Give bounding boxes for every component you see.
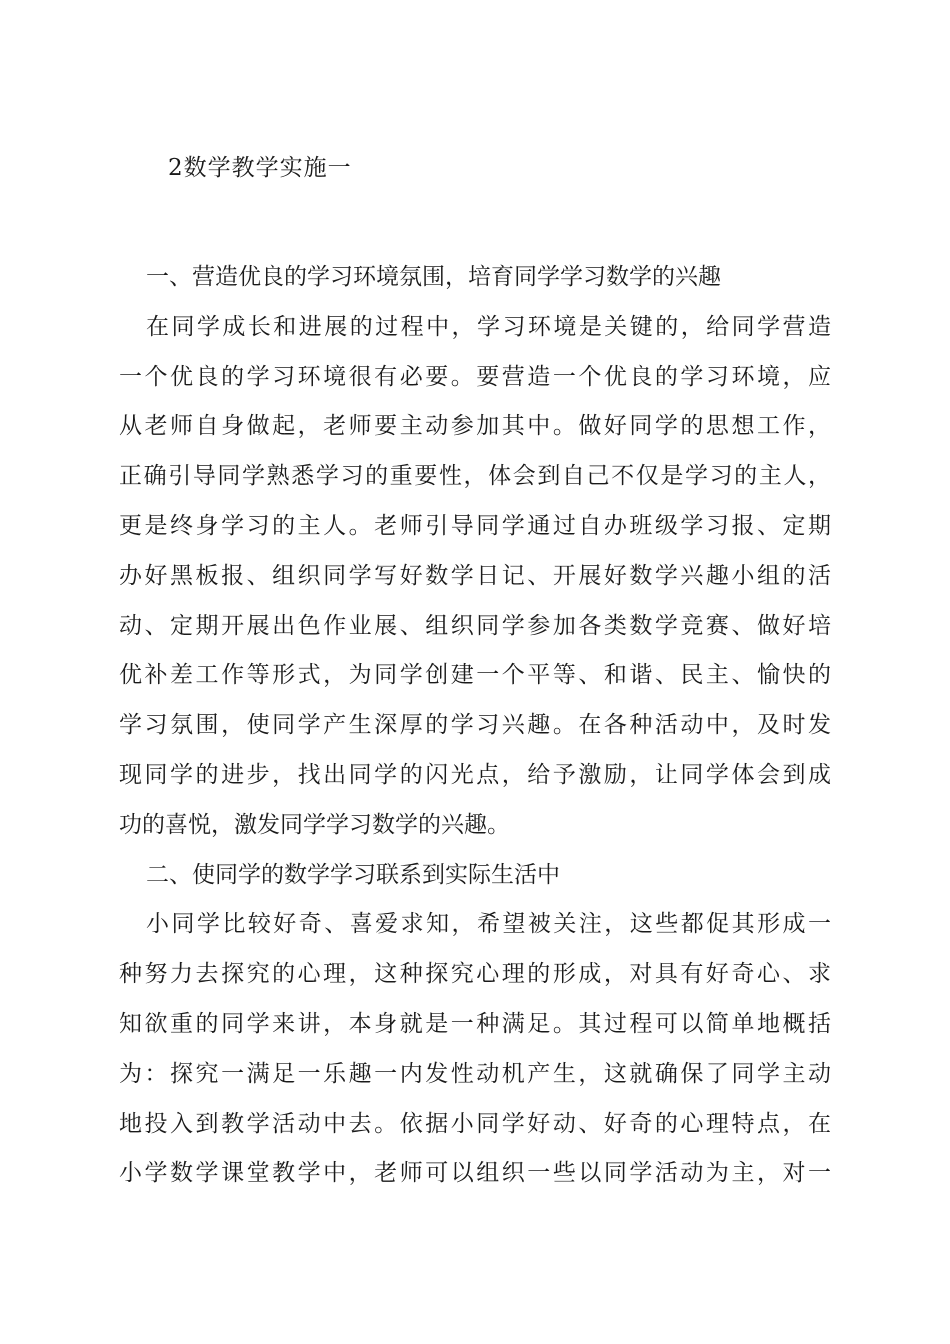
paragraph-line: 功的喜悦，激发同学学习数学的兴趣。 bbox=[119, 811, 510, 838]
paragraph-line: 小同学比较好奇、喜爱求知，希望被关注，这些都促其形成一 bbox=[146, 911, 831, 938]
document-body bbox=[119, 253, 831, 1199]
section-heading-2: 二、使同学的数学学习联系到实际生活中 bbox=[146, 861, 560, 888]
paragraph-line: 动、定期开展出色作业展、组织同学参加各类数学竞赛、做好培 bbox=[119, 612, 831, 639]
paragraph-line: 一个优良的学习环境很有必要。要营造一个优良的学习环境，应 bbox=[119, 363, 831, 390]
paragraph-line: 办好黑板报、组织同学写好数学日记、开展好数学兴趣小组的活 bbox=[119, 562, 831, 589]
paragraph-line: 种努力去探究的心理，这种探究心理的形成，对具有好奇心、求 bbox=[119, 961, 831, 988]
paragraph-line: 优补差工作等形式，为同学创建一个平等、和谐、民主、愉快的 bbox=[119, 662, 831, 689]
paragraph-line: 地投入到教学活动中去。依据小同学好动、好奇的心理特点，在 bbox=[119, 1110, 831, 1137]
paragraph-line: 小学数学课堂教学中，老师可以组织一些以同学活动为主，对一 bbox=[119, 1160, 831, 1187]
paragraph-line: 现同学的进步，找出同学的闪光点，给予激励，让同学体会到成 bbox=[119, 761, 831, 788]
paragraph-line: 知欲重的同学来讲，本身就是一种满足。其过程可以简单地概括 bbox=[119, 1010, 831, 1037]
paragraph-line: 学习氛围，使同学产生深厚的学习兴趣。在各种活动中，及时发 bbox=[119, 712, 831, 739]
section-heading-1: 一、营造优良的学习环境氛围，培育同学学习数学的兴趣 bbox=[146, 264, 721, 290]
paragraph-line: 正确引导同学熟悉学习的重要性，体会到自己不仅是学习的主人， bbox=[119, 463, 831, 490]
paragraph-line: 更是终身学习的主人。老师引导同学通过自办班级学习报、定期 bbox=[119, 512, 831, 539]
paragraph-line: 为：探究一满足一乐趣一内发性动机产生，这就确保了同学主动 bbox=[119, 1060, 831, 1087]
document-title: 2数学教学实施一 bbox=[168, 155, 352, 181]
paragraph-line: 在同学成长和进展的过程中，学习环境是关键的，给同学营造 bbox=[146, 313, 831, 340]
paragraph-line: 从老师自身做起，老师要主动参加其中。做好同学的思想工作， bbox=[119, 413, 831, 440]
